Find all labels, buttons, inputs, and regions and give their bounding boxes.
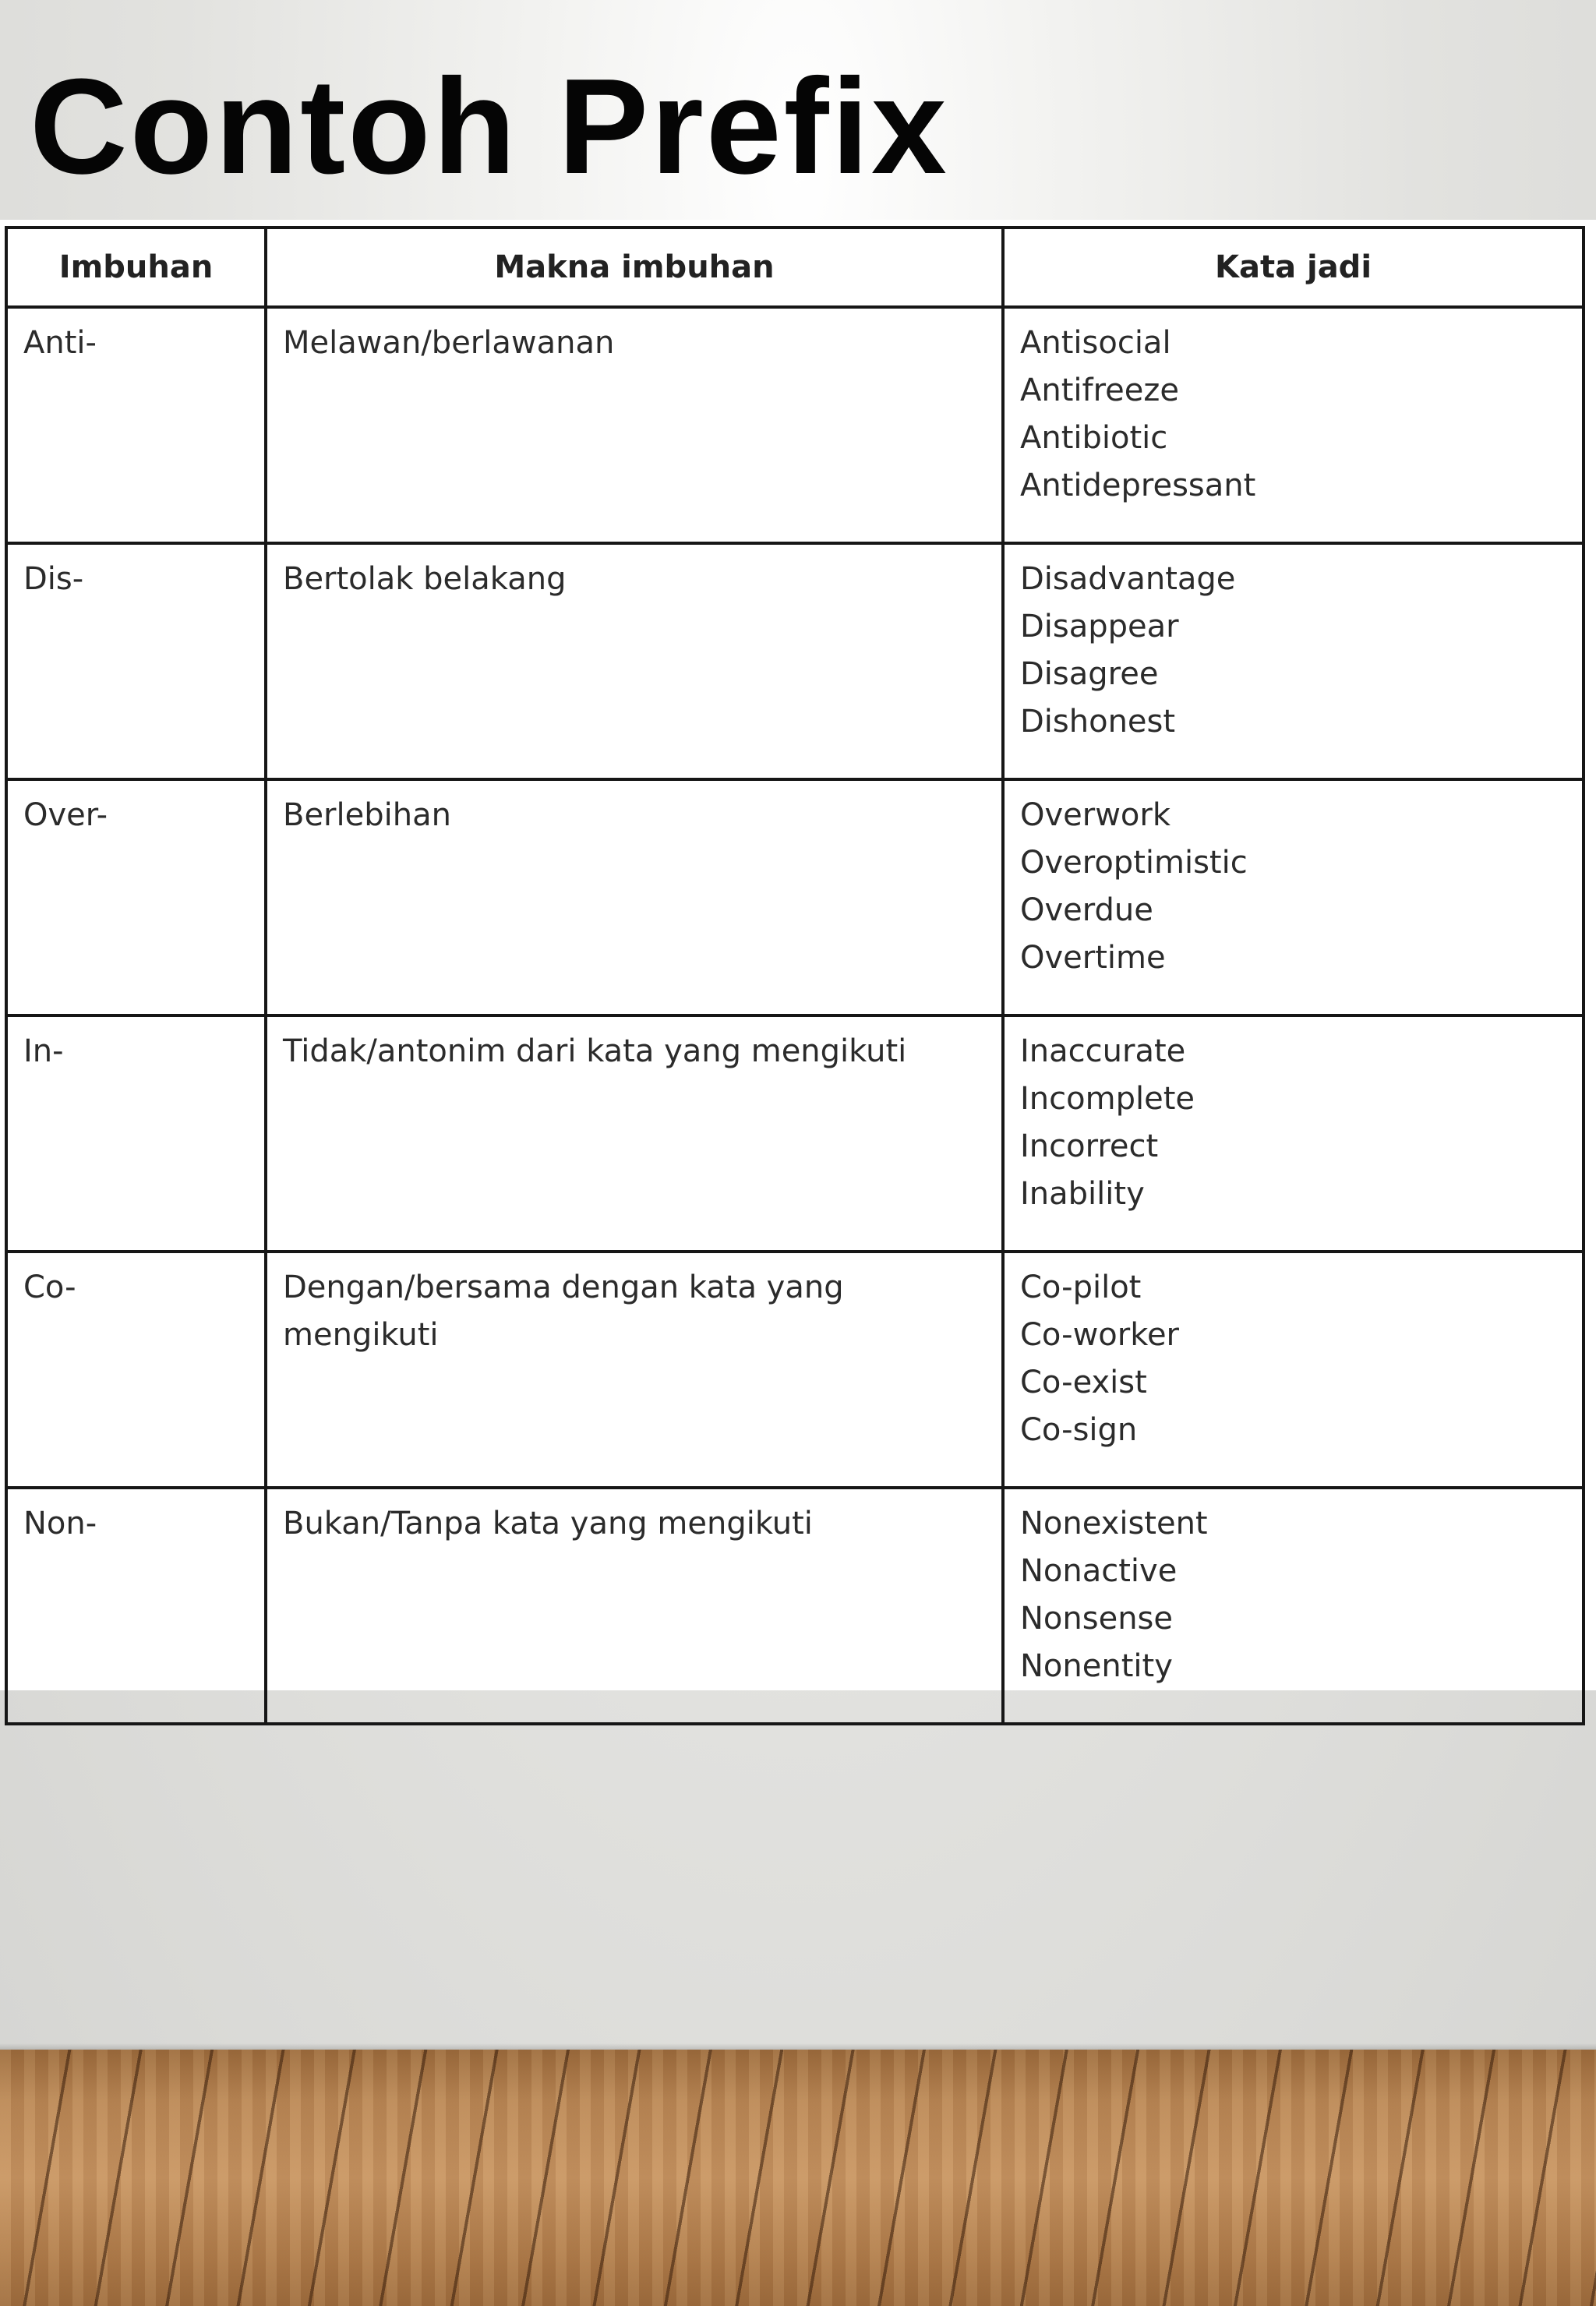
cell-kata-jadi bbox=[1003, 1488, 1584, 1724]
cell-kata-jadi bbox=[1003, 1015, 1584, 1252]
cell-makna: Bukan/Tanpa kata yang mengikuti bbox=[266, 1488, 1003, 1724]
table-row bbox=[6, 779, 1584, 1015]
cell-imbuhan: In- bbox=[6, 1015, 266, 1252]
cell-kata-jadi bbox=[1003, 1252, 1584, 1488]
kata-jadi-word: Inaccurate bbox=[1020, 1033, 1186, 1069]
table-row bbox=[6, 1015, 1584, 1252]
kata-jadi-word: Incorrect bbox=[1020, 1128, 1159, 1164]
kata-jadi-word: Dishonest bbox=[1020, 704, 1176, 740]
cell-imbuhan: Non- bbox=[6, 1488, 266, 1724]
kata-jadi-word: Incomplete bbox=[1020, 1081, 1195, 1117]
cell-makna: Tidak/antonim dari kata yang mengikuti bbox=[266, 1015, 1003, 1252]
cell-imbuhan: Dis- bbox=[6, 543, 266, 779]
kata-jadi-word: Overtime bbox=[1020, 940, 1166, 976]
kata-jadi-word: Overoptimistic bbox=[1020, 845, 1248, 881]
cell-kata-jadi bbox=[1003, 307, 1584, 543]
kata-jadi-word: Disadvantage bbox=[1020, 561, 1236, 597]
kata-jadi-word: Disagree bbox=[1020, 656, 1159, 692]
cell-makna: Berlebihan bbox=[266, 779, 1003, 1015]
kata-jadi-word: Inability bbox=[1020, 1176, 1145, 1212]
kata-jadi-word: Antifreeze bbox=[1020, 373, 1179, 408]
cell-makna: Melawan/berlawanan bbox=[266, 307, 1003, 543]
kata-jadi-word: Antibiotic bbox=[1020, 420, 1168, 456]
kata-jadi-word: Co-sign bbox=[1020, 1412, 1138, 1448]
kata-jadi-word: Antisocial bbox=[1020, 325, 1171, 361]
table-row bbox=[6, 1252, 1584, 1488]
header-kata-jadi: Kata jadi bbox=[1003, 228, 1584, 307]
table-card bbox=[0, 220, 1596, 1690]
table-header-row bbox=[6, 228, 1584, 307]
kata-jadi-word: Overwork bbox=[1020, 797, 1171, 833]
kata-jadi-word: Co-worker bbox=[1020, 1317, 1180, 1353]
cell-imbuhan: Anti- bbox=[6, 307, 266, 543]
table-row bbox=[6, 307, 1584, 543]
kata-jadi-word: Nonactive bbox=[1020, 1553, 1178, 1589]
kata-jadi-word: Antidepressant bbox=[1020, 468, 1256, 503]
header-makna-imbuhan: Makna imbuhan bbox=[266, 228, 1003, 307]
kata-jadi-word: Nonexistent bbox=[1020, 1506, 1208, 1541]
prefix-table bbox=[5, 226, 1585, 1725]
cell-imbuhan: Over- bbox=[6, 779, 266, 1015]
cell-kata-jadi bbox=[1003, 779, 1584, 1015]
kata-jadi-word: Co-exist bbox=[1020, 1365, 1147, 1400]
wooden-floor-image bbox=[0, 2050, 1596, 2306]
table-row bbox=[6, 543, 1584, 779]
kata-jadi-word: Nonsense bbox=[1020, 1601, 1173, 1637]
kata-jadi-word: Disappear bbox=[1020, 609, 1179, 644]
kata-jadi-word: Nonentity bbox=[1020, 1648, 1173, 1684]
kata-jadi-word: Overdue bbox=[1020, 892, 1153, 928]
cell-kata-jadi bbox=[1003, 543, 1584, 779]
header-imbuhan: Imbuhan bbox=[6, 228, 266, 307]
cell-imbuhan: Co- bbox=[6, 1252, 266, 1488]
slide-title: Contoh Prefix bbox=[30, 50, 949, 202]
cell-makna: Dengan/bersama dengan kata yang mengikuti bbox=[266, 1252, 1003, 1488]
table-row bbox=[6, 1488, 1584, 1724]
kata-jadi-word: Co-pilot bbox=[1020, 1270, 1142, 1305]
cell-makna: Bertolak belakang bbox=[266, 543, 1003, 779]
